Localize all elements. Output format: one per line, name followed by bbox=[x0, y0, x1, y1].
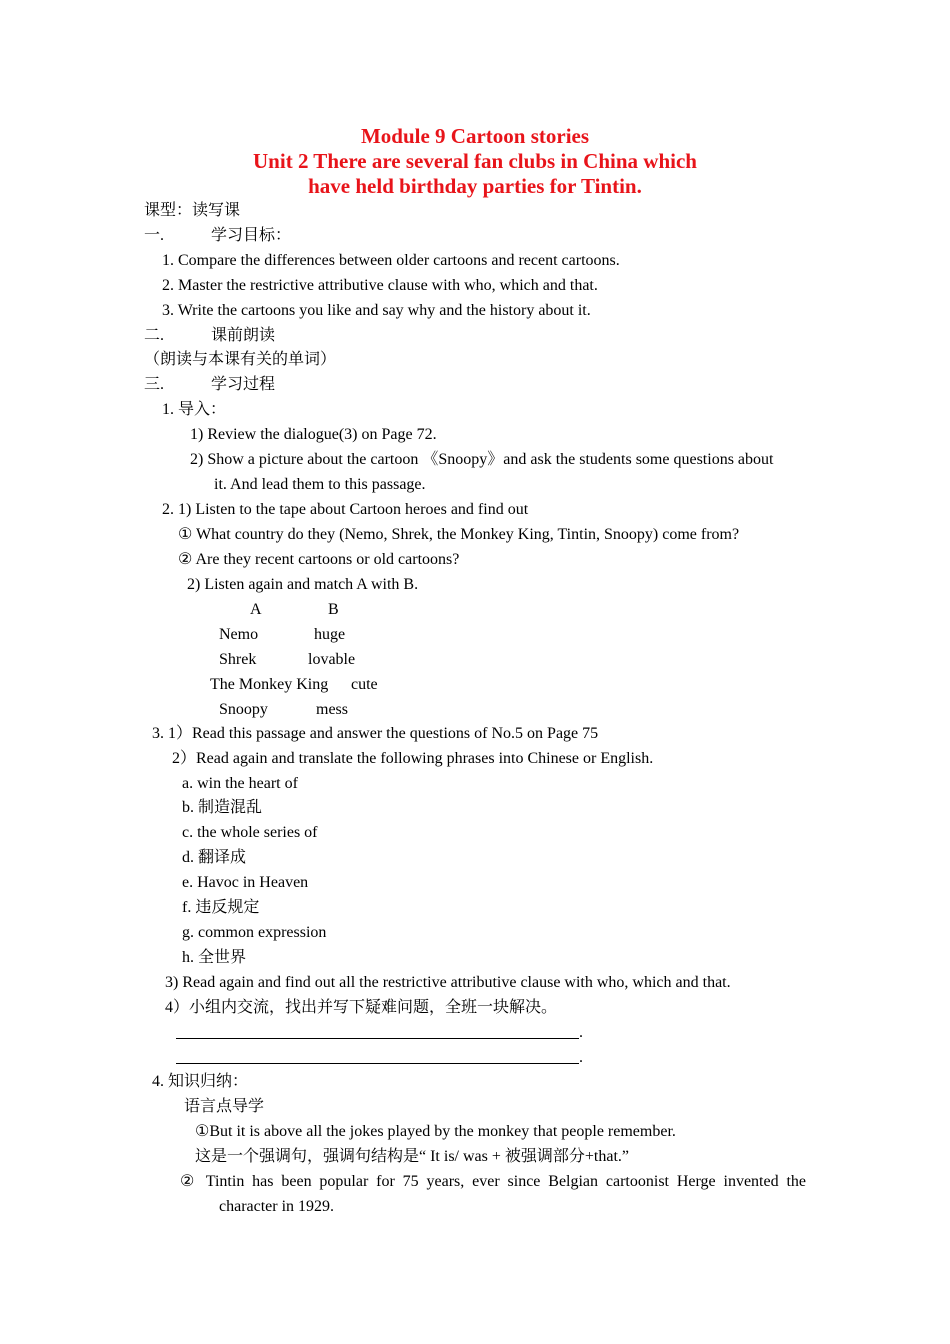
section1-number: 一. bbox=[144, 227, 165, 244]
step1-item-2: 2) Show a picture about the cartoon 《Snoopy》and ask the students some questions about bbox=[190, 451, 774, 468]
answer-blank-2-period: . bbox=[579, 1049, 583, 1066]
answer-blank-1[interactable] bbox=[176, 1038, 579, 1039]
step3-sub4: 4）小组内交流，找出并写下疑难问题，全班一块解决。 bbox=[165, 999, 558, 1016]
match-a-1: Nemo bbox=[219, 626, 259, 643]
section1-heading: 学习目标： bbox=[211, 227, 292, 244]
match-header-a: A bbox=[250, 601, 262, 618]
step2-label: 2. 1) Listen to the tape about Cartoon heroes and find out bbox=[162, 501, 529, 518]
match-b-2: lovable bbox=[308, 651, 356, 668]
step1-item-1: 1) Review the dialogue(3) on Page 72. bbox=[190, 426, 437, 443]
language-point-2: ② Tintin has been popular for 75 years, ever since Belgian cartoonist Herge invented the bbox=[180, 1173, 806, 1190]
language-point-2-cont: character in 1929. bbox=[219, 1198, 335, 1215]
step3-sub2: 2）Read again and translate the following phrases into Chinese or English. bbox=[172, 750, 654, 767]
step4-sub: 语言点导学 bbox=[184, 1098, 265, 1115]
match-b-1: huge bbox=[314, 626, 346, 643]
step3-label: 3. 1）Read this passage and answer the questions of No.5 on Page 75 bbox=[152, 725, 599, 742]
objective-2: 2. Master the restrictive attributive clause with who, which and that. bbox=[162, 277, 598, 294]
language-point-1: ①But it is above all the jokes played by the monkey that people remember. bbox=[195, 1123, 676, 1140]
phrase-e: e. Havoc in Heaven bbox=[182, 874, 309, 891]
match-b-4: mess bbox=[316, 701, 348, 718]
module-title: Module 9 Cartoon stories bbox=[360, 124, 590, 148]
section3-number: 三. bbox=[144, 376, 165, 393]
answer-blank-1-period: . bbox=[579, 1024, 583, 1041]
phrase-g: g. common expression bbox=[182, 924, 327, 941]
step1-item-2-cont: it. And lead them to this passage. bbox=[214, 476, 426, 493]
phrase-a: a. win the heart of bbox=[182, 775, 298, 792]
answer-blank-2[interactable] bbox=[176, 1063, 579, 1064]
unit-title-line2: have held birthday parties for Tintin. bbox=[308, 174, 642, 198]
language-point-1-note: 这是一个强调句，强调句结构是“ It is/ was + 被强调部分+that.” bbox=[195, 1148, 630, 1165]
section2-heading: 课前朗读 bbox=[211, 327, 276, 344]
lesson-type: 课型：读写课 bbox=[144, 202, 241, 219]
phrase-b: b. 制造混乱 bbox=[182, 799, 263, 816]
step3-sub3: 3) Read again and find out all the restrictive attributive clause with who, which and that. bbox=[165, 974, 731, 991]
step1-label: 1. 导入： bbox=[162, 401, 227, 418]
step4-label: 4. 知识归纳： bbox=[152, 1073, 249, 1090]
match-header-b: B bbox=[328, 601, 339, 618]
phrase-d: d. 翻译成 bbox=[182, 849, 247, 866]
objective-1: 1. Compare the differences between older cartoons and recent cartoons. bbox=[162, 252, 620, 269]
section2-note: （朗读与本课有关的单词） bbox=[144, 351, 337, 368]
match-a-4: Snoopy bbox=[219, 701, 268, 718]
unit-title-line1: Unit 2 There are several fan clubs in China which bbox=[253, 149, 697, 173]
phrase-h: h. 全世界 bbox=[182, 949, 247, 966]
match-a-2: Shrek bbox=[219, 651, 257, 668]
phrase-c: c. the whole series of bbox=[182, 824, 318, 841]
objective-3: 3. Write the cartoons you like and say why and the history about it. bbox=[162, 302, 591, 319]
match-b-3: cute bbox=[351, 676, 378, 693]
match-a-3: The Monkey King bbox=[210, 676, 329, 693]
step2-question-1: ① What country do they (Nemo, Shrek, the Monkey King, Tintin, Snoopy) come from? bbox=[178, 526, 740, 543]
section3-heading: 学习过程 bbox=[211, 376, 276, 393]
match-instruction: 2) Listen again and match A with B. bbox=[187, 576, 419, 593]
step2-question-2: ② Are they recent cartoons or old cartoons? bbox=[178, 551, 460, 568]
phrase-f: f. 违反规定 bbox=[182, 899, 260, 916]
section2-number: 二. bbox=[144, 327, 165, 344]
